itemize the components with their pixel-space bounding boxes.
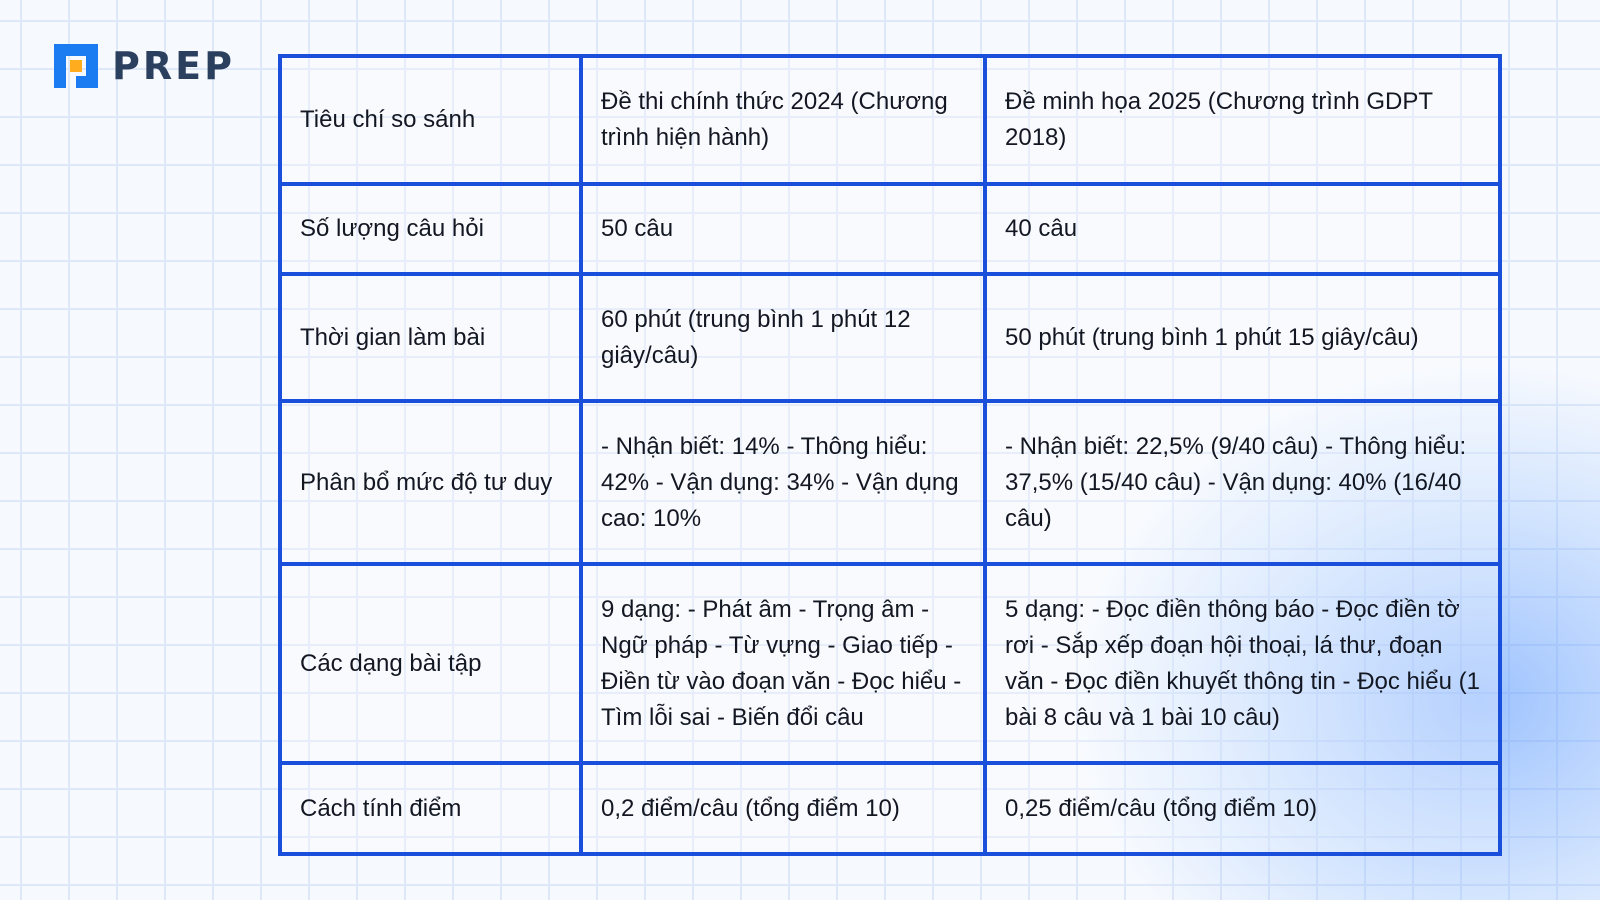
criterion-cell: Cách tính điểm bbox=[280, 763, 581, 854]
table-row-exercise-types bbox=[280, 564, 1500, 763]
comparison-table bbox=[278, 54, 1502, 856]
header-2024-cell: Đề thi chính thức 2024 (Chương trình hiện hành) bbox=[581, 56, 985, 184]
criterion-cell: Thời gian làm bài bbox=[280, 274, 581, 401]
criterion-cell: Phân bổ mức độ tư duy bbox=[280, 401, 581, 564]
prep-logo-icon bbox=[50, 40, 102, 92]
header-2025-cell: Đề minh họa 2025 (Chương trình GDPT 2018) bbox=[985, 56, 1500, 184]
table-row-cognitive-levels bbox=[280, 401, 1500, 564]
exam-2025-cell: 50 phút (trung bình 1 phút 15 giây/câu) bbox=[985, 274, 1500, 401]
header-criterion-cell: Tiêu chí so sánh bbox=[280, 56, 581, 184]
exam-2025-cell: 5 dạng: - Đọc điền thông báo - Đọc điền tờ rơi - Sắp xếp đoạn hội thoại, lá thư, đoạn văn - Đọc điền khuyết thông tin - Đọc hiểu (1 bài 8 câu và 1 bài 10 câu) bbox=[985, 564, 1500, 763]
brand-logo bbox=[50, 40, 235, 92]
brand-name: PREP bbox=[112, 44, 235, 88]
table-row-question-count bbox=[280, 184, 1500, 274]
table-row-scoring bbox=[280, 763, 1500, 854]
exam-2024-cell: 9 dạng: - Phát âm - Trọng âm - Ngữ pháp - Từ vựng - Giao tiếp - Điền từ vào đoạn văn - Đọc hiểu - Tìm lỗi sai - Biến đổi câu bbox=[581, 564, 985, 763]
exam-2024-cell: 50 câu bbox=[581, 184, 985, 274]
exam-2024-cell: 60 phút (trung bình 1 phút 12 giây/câu) bbox=[581, 274, 985, 401]
exam-2024-cell: 0,2 điểm/câu (tổng điểm 10) bbox=[581, 763, 985, 854]
criterion-cell: Số lượng câu hỏi bbox=[280, 184, 581, 274]
exam-2024-cell: - Nhận biết: 14% - Thông hiểu: 42% - Vận dụng: 34% - Vận dụng cao: 10% bbox=[581, 401, 985, 564]
exam-2025-cell: 0,25 điểm/câu (tổng điểm 10) bbox=[985, 763, 1500, 854]
table-row-duration bbox=[280, 274, 1500, 401]
exam-2025-cell: - Nhận biết: 22,5% (9/40 câu) - Thông hiểu: 37,5% (15/40 câu) - Vận dụng: 40% (16/40 câu) bbox=[985, 401, 1500, 564]
table-header-row bbox=[280, 56, 1500, 184]
criterion-cell: Các dạng bài tập bbox=[280, 564, 581, 763]
exam-2025-cell: 40 câu bbox=[985, 184, 1500, 274]
